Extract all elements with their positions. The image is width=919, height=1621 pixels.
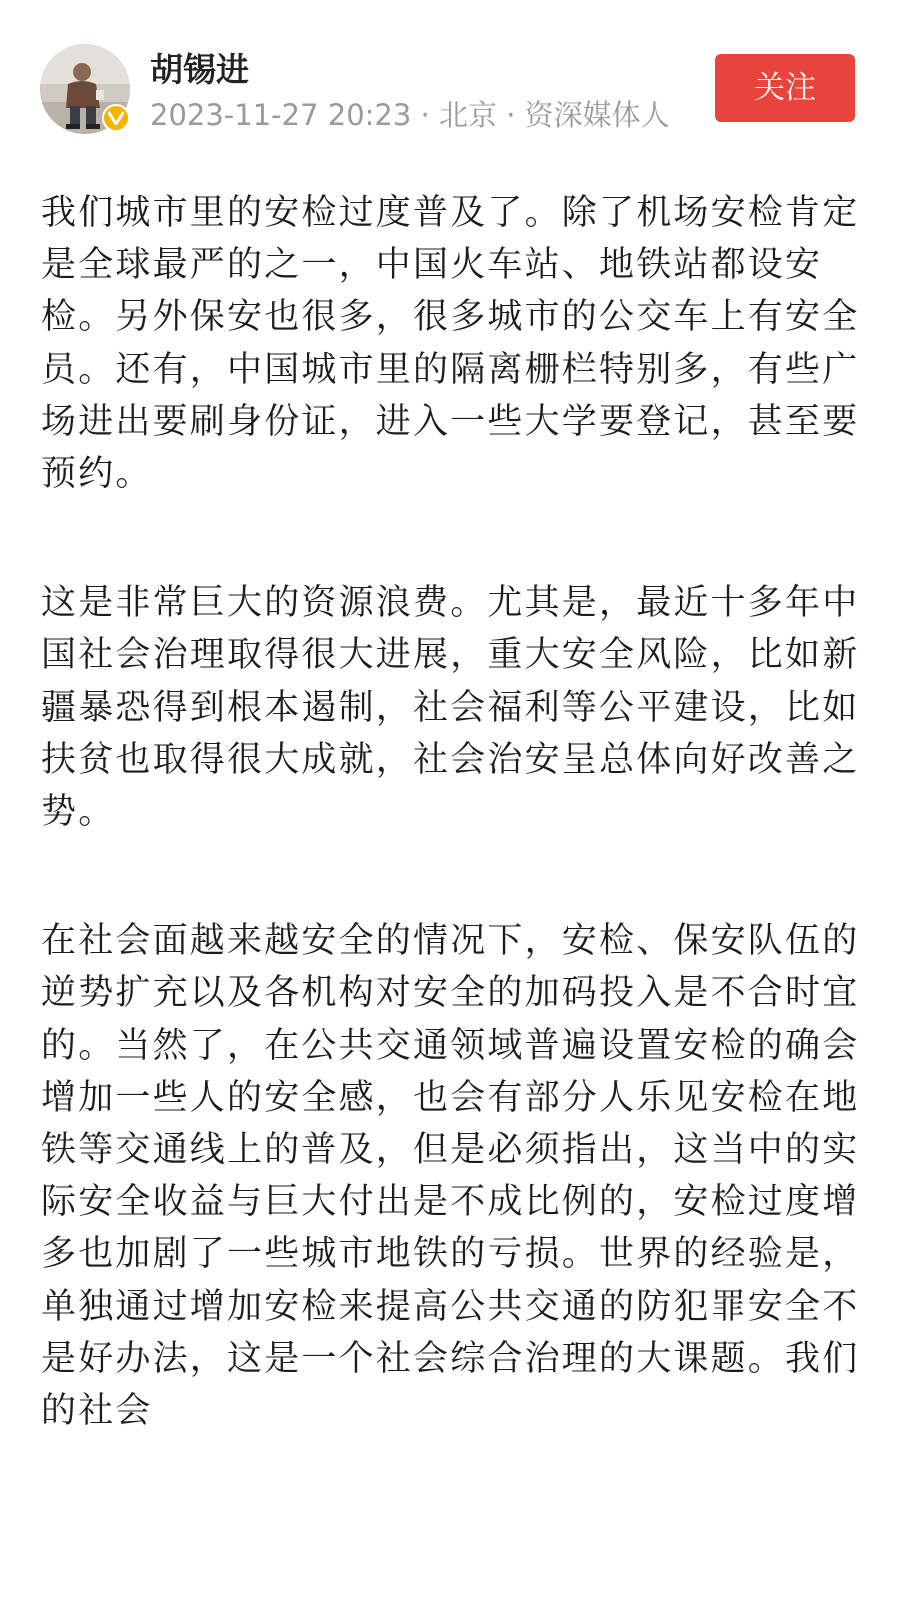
- author-name[interactable]: 胡锡进: [150, 50, 249, 89]
- post-header: [0, 0, 919, 150]
- article-body: [41, 187, 881, 1514]
- article-paragraph: 在社会面越来越安全的情况下，安检、保安队伍的逆势扩充以及各机构对安全的加码投入是不合时宜的。当然了，在公共交通领域普遍设置安检的确会增加一些人的安全感，也会有部分人乐见安检在地铁等交通线上的普及，但是必须指出，这当中的实际安全收益与巨大付出是不成比例的，安检过度增多也加剧了一些城市地铁的亏损。世界的经验是，单独通过增加安检来提高公共交通的防犯罪安全不是好办法，这是一个社会综合治理的大课题。我们的社会: [41, 921, 860, 1432]
- follow-button[interactable]: 关注: [715, 54, 855, 122]
- article-paragraph: 我们城市里的安检过度普及了。除了机场安检肯定是全球最严的之一，中国火车站、地铁站都设安检。另外保安也很多，很多城市的公交车上有安全员。还有，中国城市里的隔离栅栏特别多，有些广场进出要刷身份证，进入一些大学要登记，甚至要预约。: [41, 193, 860, 495]
- article-paragraph: 这是非常巨大的资源浪费。尤其是，最近十多年中国社会治理取得很大进展，重大安全风险，比如新疆暴恐得到根本遏制，社会福利等公平建设，比如扶贫也取得很大成就，社会治安呈总体向好改善之势。: [41, 583, 860, 833]
- author-meta: 2023-11-27 20:23 · 北京 · 资深媒体人: [150, 98, 670, 132]
- verified-v-icon: [102, 104, 130, 132]
